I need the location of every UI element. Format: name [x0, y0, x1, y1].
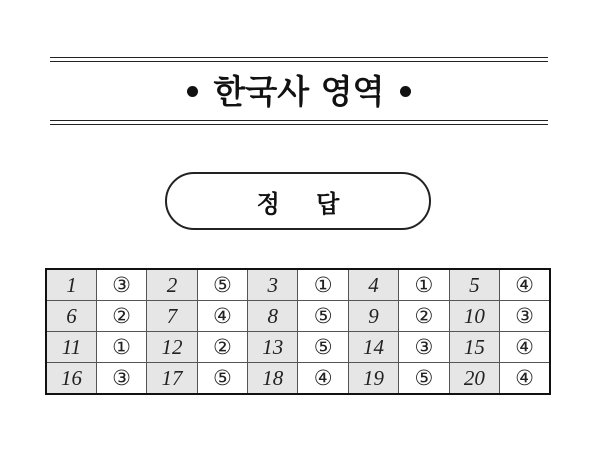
- page-title: 한국사 영역: [213, 71, 385, 111]
- question-number: 10: [449, 301, 499, 332]
- question-number: 1: [46, 269, 96, 301]
- answer-choice: ④: [500, 269, 550, 301]
- answer-choice: ②: [96, 301, 146, 332]
- question-number: 17: [147, 363, 197, 395]
- top-rule-outer: [50, 57, 548, 58]
- question-number: 7: [147, 301, 197, 332]
- answer-heading-box: [165, 172, 431, 230]
- question-number: 20: [449, 363, 499, 395]
- answer-choice: ⑤: [298, 301, 348, 332]
- top-rule-inner: [50, 61, 548, 62]
- answer-choice: ⑤: [197, 363, 247, 395]
- answer-choice: ③: [399, 332, 449, 363]
- answer-choice: ④: [500, 363, 550, 395]
- question-number: 3: [248, 269, 298, 301]
- answer-choice: ⑤: [298, 332, 348, 363]
- answer-choice: ⑤: [399, 363, 449, 395]
- answer-choice: ③: [500, 301, 550, 332]
- answer-choice: ③: [96, 363, 146, 395]
- question-number: 15: [449, 332, 499, 363]
- bottom-rule-inner: [50, 120, 548, 121]
- bottom-rule-outer: [50, 124, 548, 125]
- table-row: [46, 332, 550, 363]
- answer-choice: ②: [197, 332, 247, 363]
- question-number: 13: [248, 332, 298, 363]
- bullet-right-icon: [400, 86, 411, 97]
- answer-table: [45, 268, 551, 395]
- question-number: 12: [147, 332, 197, 363]
- question-number: 9: [348, 301, 398, 332]
- answer-choice: ②: [399, 301, 449, 332]
- question-number: 6: [46, 301, 96, 332]
- question-number: 2: [147, 269, 197, 301]
- question-number: 5: [449, 269, 499, 301]
- question-number: 19: [348, 363, 398, 395]
- answer-choice: ①: [298, 269, 348, 301]
- answer-choice: ④: [197, 301, 247, 332]
- table-row: [46, 363, 550, 395]
- answer-choice: ④: [500, 332, 550, 363]
- bullet-left-icon: [187, 86, 198, 97]
- question-number: 16: [46, 363, 96, 395]
- table-row: [46, 301, 550, 332]
- answer-choice: ③: [96, 269, 146, 301]
- question-number: 4: [348, 269, 398, 301]
- answer-choice: ①: [399, 269, 449, 301]
- table-row: [46, 269, 550, 301]
- answer-choice: ①: [96, 332, 146, 363]
- answer-choice: ⑤: [197, 269, 247, 301]
- question-number: 11: [46, 332, 96, 363]
- question-number: 18: [248, 363, 298, 395]
- question-number: 14: [348, 332, 398, 363]
- question-number: 8: [248, 301, 298, 332]
- title-bar: [50, 66, 548, 116]
- answer-heading: 정 답: [256, 189, 354, 218]
- answer-choice: ④: [298, 363, 348, 395]
